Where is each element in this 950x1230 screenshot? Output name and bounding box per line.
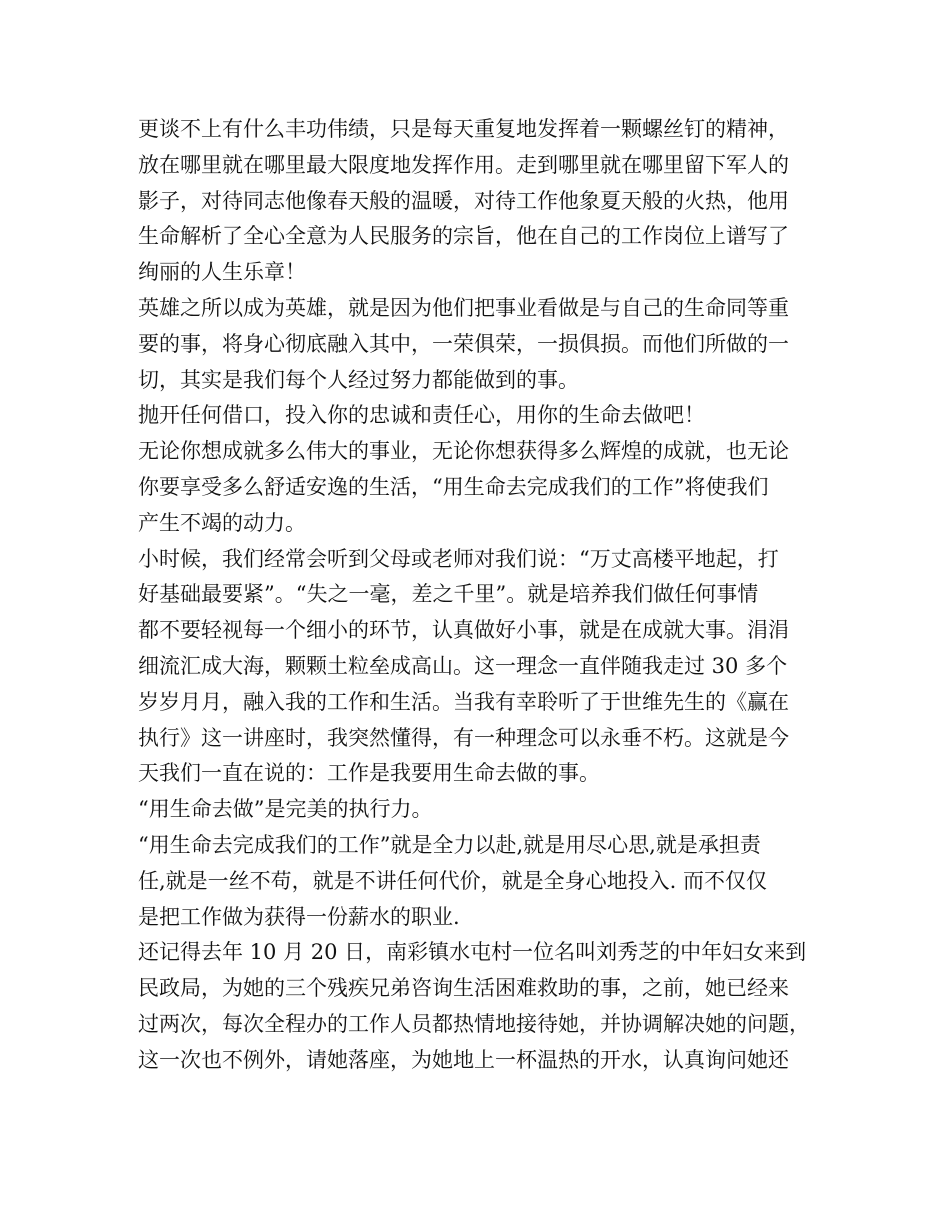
text-line: 小时候，我们经常会听到父母或老师对我们说：“万丈高楼平地起，打 (138, 546, 779, 571)
text-line: 岁岁月月，融入我的工作和生活。当我有幸聆听了于世维先生的《赢在 (138, 689, 789, 714)
text-line: 好基础最要紧”。“失之一毫，差之千里”。就是培养我们做任何事情 (138, 582, 759, 607)
text-line: 生命解析了全心全意为人民服务的宗旨，他在自己的工作岗位上谱写了 (138, 224, 789, 249)
text-line: 英雄之所以成为英雄，就是因为他们把事业看做是与自己的生命同等重 (138, 295, 789, 320)
text-line: 你要享受多么舒适安逸的生活，“用生命去完成我们的工作”将使我们 (138, 474, 769, 499)
text-line: 更谈不上有什么丰功伟绩，只是每天重复地发挥着一颗螺丝钉的精神， (138, 117, 789, 141)
text-line: 细流汇成大海，颗颗土粒垒成高山。这一理念一直伴随我走过 30 多个 (138, 653, 788, 678)
text-line: 这一次也不例外，请她落座，为她地上一杯温热的开水，认真询问她还 (138, 1047, 789, 1072)
text-line: 切，其实是我们每个人经过努力都能做到的事。 (138, 367, 579, 392)
text-line: 抛开任何借口，投入你的忠诚和责任心，用你的生命去做吧！ (138, 403, 705, 428)
text-line: 产生不竭的动力。 (138, 510, 306, 535)
text-line: “用生命去完成我们的工作”就是全力以赴,就是用尽心思,就是承担责 (138, 832, 761, 857)
text-line: 是把工作做为获得一份薪水的职业. (138, 904, 460, 929)
text-line: “用生命去做”是完美的执行力。 (138, 797, 433, 822)
text-line: 过两次，每次全程办的工作人员都热情地接待她，并协调解决她的问题， (138, 1011, 810, 1036)
text-line: 执行》这一讲座时，我突然懂得，有一种理念可以永垂不朽。这就是今 (138, 725, 789, 750)
text-line: 任,就是一丝不苟，就是不讲任何代价，就是全身心地投入. 而不仅仅 (138, 868, 768, 893)
text-line: 天我们一直在说的：工作是我要用生命去做的事。 (138, 761, 600, 786)
text-line: 都不要轻视每一个细小的环节，认真做好小事，就是在成就大事。涓涓 (138, 618, 789, 643)
text-line: 民政局，为她的三个残疾兄弟咨询生活困难救助的事，之前，她已经来 (138, 976, 789, 1001)
text-line: 还记得去年 10 月 20 日，南彩镇水屯村一位名叫刘秀芝的中年妇女来到 (138, 940, 807, 965)
text-line: 无论你想成就多么伟大的事业，无论你想获得多么辉煌的成就，也无论 (138, 439, 789, 464)
text-line: 绚丽的人生乐章！ (138, 260, 306, 285)
text-line: 放在哪里就在哪里最大限度地发挥作用。走到哪里就在哪里留下军人的 (138, 152, 789, 177)
body-text (138, 112, 828, 1079)
text-line: 影子，对待同志他像春天般的温暖，对待工作他象夏天般的火热，他用 (138, 188, 789, 213)
text-line: 要的事，将身心彻底融入其中，一荣俱荣，一损俱损。而他们所做的一 (138, 331, 789, 356)
